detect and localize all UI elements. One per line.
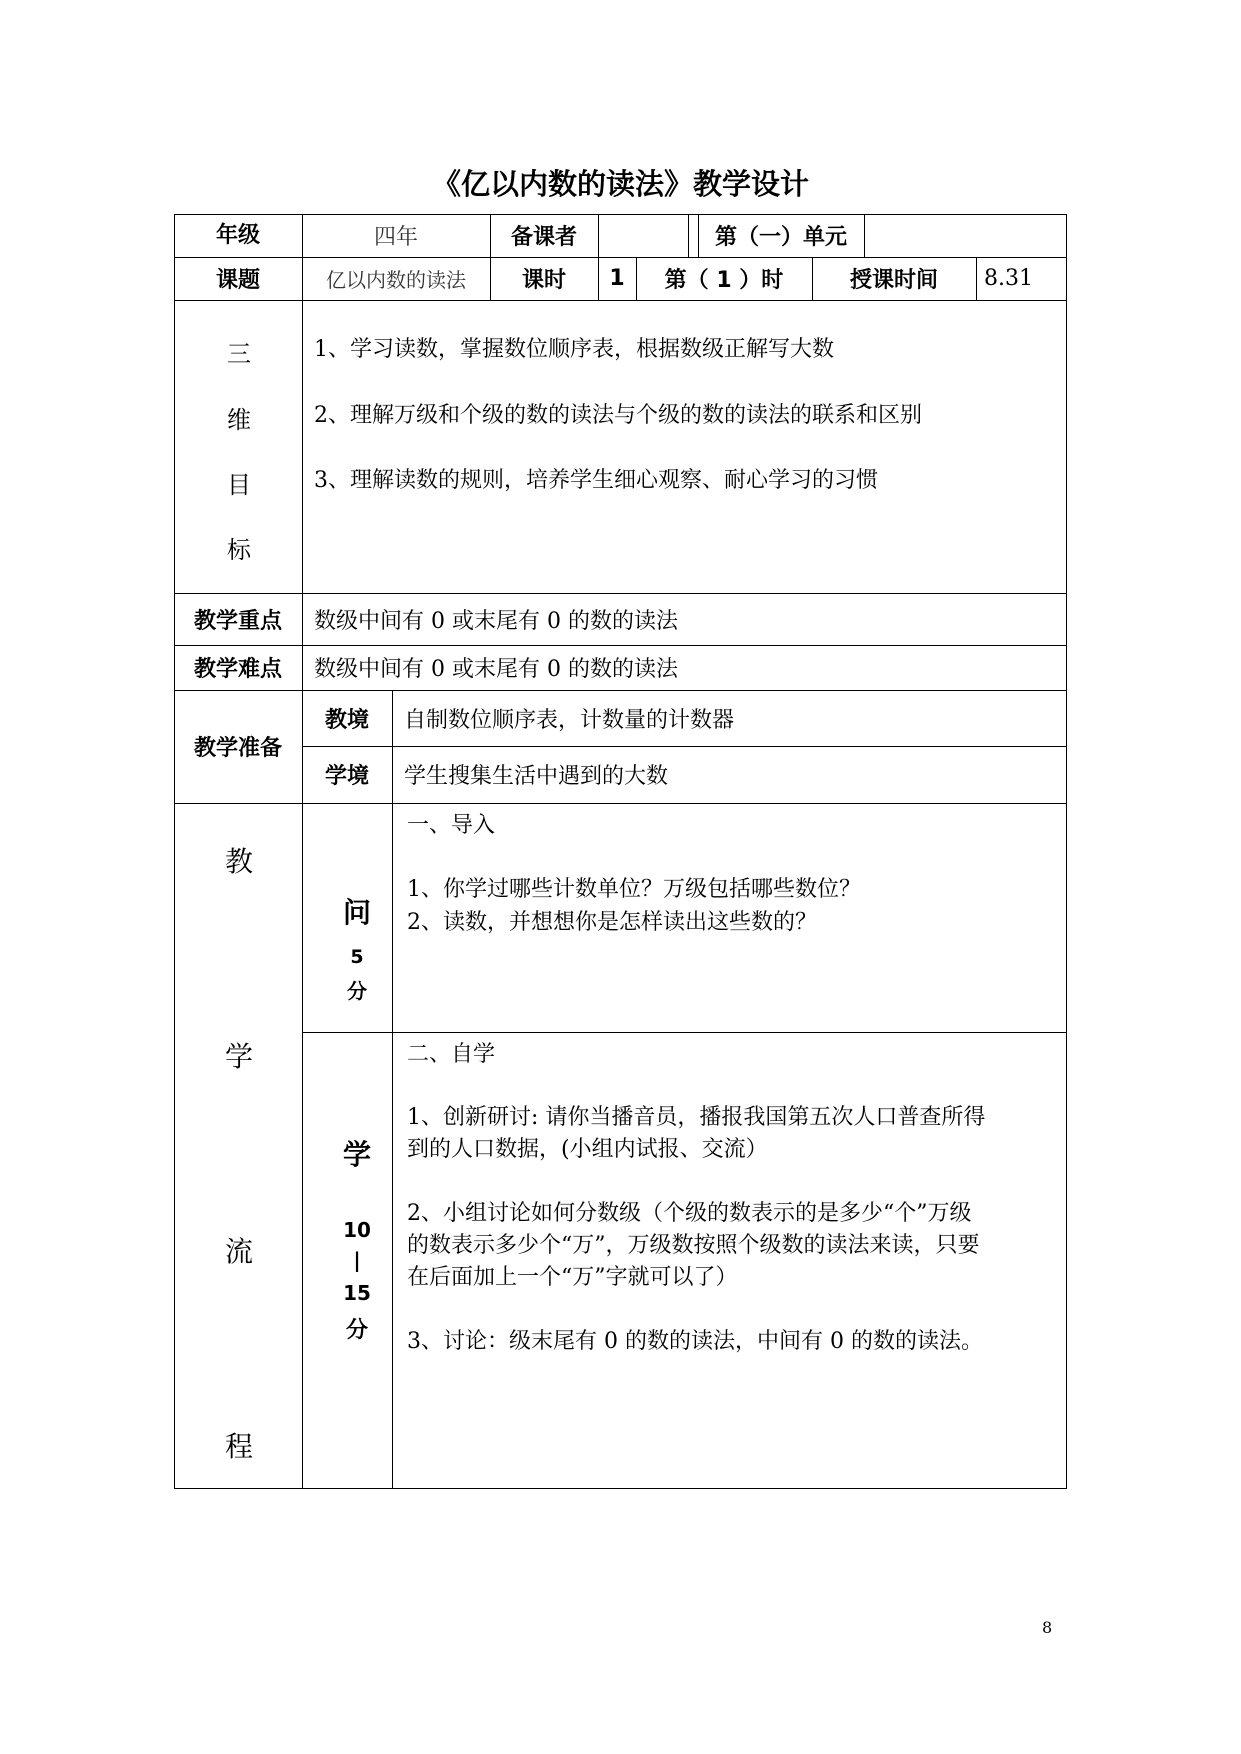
difficulty-value: 数级中间有 0 或末尾有 0 的数的读法 xyxy=(314,657,678,682)
stage1-label: 问 xyxy=(342,896,371,929)
stage2-paragraph-line: 到的人口数据，(小组内试报、交流） xyxy=(407,1137,768,1162)
objectives-label-char: 目 xyxy=(227,471,251,499)
teaching-time-label: 授课时间 xyxy=(849,268,938,293)
topic-label: 课题 xyxy=(215,268,260,293)
process-label-char: 流 xyxy=(224,1235,253,1268)
preparer-label: 备课者 xyxy=(510,225,577,250)
objective-item: 3、理解读数的规则，培养学生细心观察、耐心学习的习惯 xyxy=(314,468,878,493)
stage1-line: 2、读数，并想想你是怎样读出这些数的？ xyxy=(407,910,817,935)
stage2-paragraph-line: 的数表示多少个“万”，万级数按照个级数的读法来读，只要 xyxy=(407,1233,980,1258)
col-divider xyxy=(392,690,393,1489)
teacher-prep-value: 自制数位顺序表，计数量的计数器 xyxy=(404,707,735,733)
period-number: 第（ 1 ）时 xyxy=(664,268,784,293)
unit-value xyxy=(864,214,1067,257)
teaching-time-value: 8.31 xyxy=(984,266,1033,291)
grade-value: 四年 xyxy=(373,225,418,250)
objectives-label-char: 三 xyxy=(227,340,251,368)
student-prep-value: 学生搜集生活中遇到的大数 xyxy=(404,764,669,789)
objectives-label-char: 维 xyxy=(227,406,251,434)
process-label-char: 程 xyxy=(224,1430,253,1463)
stage1-minutes: 5 xyxy=(350,946,364,968)
process-label-char: 学 xyxy=(224,1040,253,1073)
stage2-unit: 分 xyxy=(345,1318,368,1343)
row-divider xyxy=(174,803,1067,804)
unit-label: 第（一）单元 xyxy=(714,225,847,250)
stage2-label: 学 xyxy=(342,1138,371,1171)
period-label: 课时 xyxy=(521,268,566,293)
page-title: 《亿以内数的读法》教学设计 xyxy=(431,167,809,201)
stage2-minutes-to: 15 xyxy=(343,1281,371,1305)
objective-item: 2、理解万级和个级的数的读法与个级的数的读法的联系和区别 xyxy=(314,403,922,428)
stage2-paragraph-line: 在后面加上一个“万”字就可以了） xyxy=(407,1265,738,1290)
topic-value: 亿以内数的读法 xyxy=(326,268,466,292)
stage1-unit: 分 xyxy=(347,979,367,1003)
preparer-value xyxy=(598,214,688,257)
stage2-heading: 二、自学 xyxy=(407,1042,496,1067)
stage2-minutes-from: 10 xyxy=(343,1218,371,1242)
period-value: 1 xyxy=(609,266,625,291)
teacher-prep-label: 教境 xyxy=(324,707,369,733)
objectives-label-char: 标 xyxy=(227,536,251,564)
preparation-label: 教学准备 xyxy=(193,736,282,761)
difficulty-label: 教学难点 xyxy=(193,657,282,682)
stage2-paragraph-line: 3、讨论：级末尾有 0 的数的读法，中间有 0 的数的读法。 xyxy=(407,1329,983,1354)
stage1-heading: 一、导入 xyxy=(407,813,496,838)
key-point-label: 教学重点 xyxy=(193,608,282,634)
col-divider xyxy=(688,214,689,257)
student-prep-label: 学境 xyxy=(324,764,369,789)
row-divider xyxy=(174,300,1067,301)
stage2-paragraph-line: 2、小组讨论如何分数级（个级的数表示的是多少“个”万级 xyxy=(407,1201,972,1226)
objective-item: 1、学习读数，掌握数位顺序表，根据数级正解写大数 xyxy=(314,337,834,362)
stage2-paragraph-line: 1、创新研讨: 请你当播音员，播报我国第五次人口普查所得 xyxy=(407,1105,986,1130)
row-divider xyxy=(302,1032,1067,1033)
stage2-dash: | xyxy=(353,1248,361,1272)
page-number: 8 xyxy=(1042,1618,1053,1637)
grade-label: 年级 xyxy=(215,223,260,248)
stage1-line: 1、你学过哪些计数单位？万级包括哪些数位？ xyxy=(407,877,861,902)
key-point-value: 数级中间有 0 或末尾有 0 的数的读法 xyxy=(314,608,678,634)
process-label-char: 教 xyxy=(224,845,253,878)
